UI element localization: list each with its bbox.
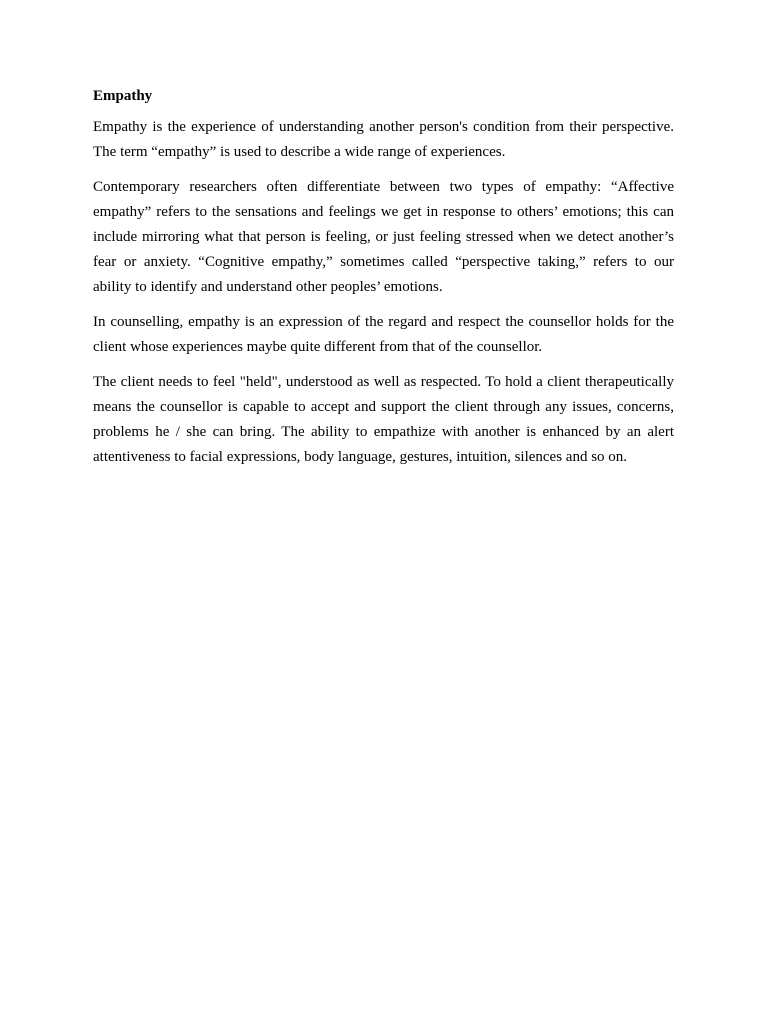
- paragraph-definition: Empathy is the experience of understanding another person's condition from their perspective. The term “empathy” is used to describe a wide range of experiences.: [93, 119, 674, 160]
- paragraph-counselling: In counselling, empathy is an expression of the regard and respect the counsellor holds for the client whose experiences maybe quite different from that of the counsellor.: [93, 314, 674, 355]
- document-body: [93, 86, 674, 480]
- paragraph-types-of-empathy: Contemporary researchers often differentiate between two types of empathy: “Affective empathy” refers to the sensations and feelings we get in response to others’ emotions; this can include mirroring what that person is feeling, or just feeling stressed when we detect another’s fear or anxiety. “Cognitive empathy,” sometimes called “perspective taking,” refers to our ability to identify and understand other peoples’ emotions.: [93, 179, 674, 295]
- document-heading: Empathy: [93, 88, 153, 104]
- paragraph-holding-client: The client needs to feel "held", understood as well as respected. To hold a client therapeutically means the counsellor is capable to accept and support the client through any issues, concerns, problems he / she can bring. The ability to empathize with another is enhanced by an alert attentiveness to facial expressions, body language, gestures, intuition, silences and so on.: [93, 374, 674, 465]
